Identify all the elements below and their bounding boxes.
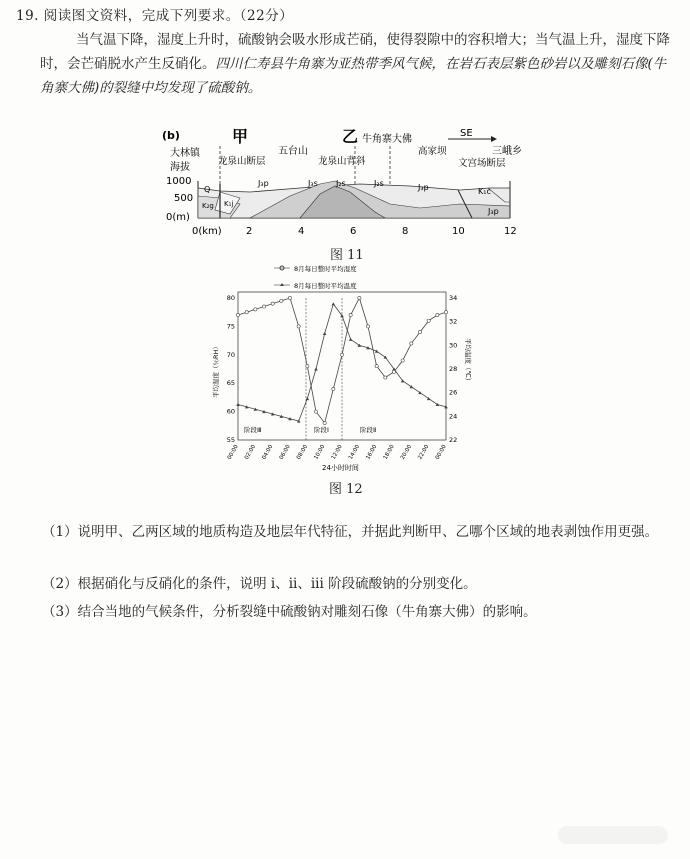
temperature-point: [314, 367, 318, 370]
direction-label: SE: [460, 128, 473, 139]
humidity-point: [418, 330, 421, 333]
humidity-point: [323, 421, 326, 424]
stratum-label: J₃p: [488, 207, 499, 216]
temperature-point: [323, 332, 327, 335]
x-tick: 12:00: [330, 444, 344, 461]
humidity-point: [427, 319, 430, 322]
stage-label: 阶段Ⅲ: [244, 426, 262, 434]
place-label: 大林镇: [170, 148, 200, 159]
distance-tick: 0(km): [192, 226, 222, 237]
humidity-point: [340, 353, 343, 356]
distance-tick: 6: [350, 226, 357, 237]
y-left-tick: 65: [226, 379, 235, 388]
y-right-tick: 34: [449, 294, 458, 302]
x-tick: 02:00: [243, 444, 258, 461]
watermark-badge: [558, 826, 668, 844]
stratum-label: K₂g: [202, 202, 214, 210]
question-1: （1）说明甲、乙两区域的地质构造及地层年代特征，并据此判断甲、乙哪个区域的地表剥蚀作用更强。: [42, 524, 659, 540]
place-label: 文宫场断层: [458, 158, 506, 169]
humidity-point: [288, 296, 291, 299]
stratum-label: J₃s: [308, 179, 318, 188]
question-number-title: 19. 阅读图文资料，完成下列要求。（22分）: [16, 8, 294, 24]
x-tick: 00:00: [434, 444, 448, 461]
place-label: 龙泉山背斜: [318, 156, 366, 167]
distance-tick: 4: [298, 226, 305, 237]
humidity-point: [314, 410, 317, 413]
temperature-point: [375, 350, 379, 353]
distance-tick: 12: [504, 226, 517, 237]
x-axis-label: 24小时时间: [322, 464, 359, 472]
y-left-tick: 55: [226, 436, 235, 444]
humidity-point: [254, 308, 257, 311]
humidity-point: [436, 313, 439, 316]
distance-tick: 8: [402, 226, 409, 237]
humidity-point: [349, 313, 352, 316]
y-left-tick: 80: [226, 294, 235, 302]
y-right-tick: 32: [449, 317, 458, 326]
place-label: 三峨乡: [492, 146, 522, 157]
humidity-point: [366, 325, 369, 328]
question-3: （3）结合当地的气候条件，分析裂缝中硫酸钠对雕刻石像（牛角寨大佛）的影响。: [42, 604, 537, 620]
figure-11-cross-section: [160, 126, 530, 256]
humidity-point: [401, 359, 404, 362]
y-right-label: 平均温度（℃）: [464, 338, 472, 385]
place-label: 龙泉山断层: [218, 156, 266, 167]
place-label: 高家坝: [418, 146, 447, 157]
y-left-tick: 70: [226, 350, 235, 359]
stage-label: 阶段Ⅰ: [314, 426, 329, 434]
humidity-point: [271, 302, 274, 305]
humidity-point: [280, 299, 283, 302]
humidity-point: [384, 376, 387, 379]
humidity-point: [375, 365, 378, 368]
y-right-tick: 26: [449, 388, 458, 397]
stage-label: 阶段Ⅱ: [360, 426, 377, 434]
y-right-tick: 24: [449, 412, 458, 421]
x-tick: 22:00: [417, 444, 431, 461]
humidity-point: [358, 296, 361, 299]
stratum-label: J₃p: [258, 179, 269, 188]
x-tick: 10:00: [313, 444, 327, 461]
humidity-point: [236, 313, 239, 316]
y-right-tick: 22: [449, 436, 458, 444]
place-label: 牛角寨大佛: [362, 134, 412, 145]
region-yi-label: 乙: [342, 127, 359, 146]
place-label: 五台山: [278, 146, 308, 157]
elevation-tick: 1000: [166, 176, 192, 187]
temperature-point: [349, 338, 353, 341]
humidity-point: [297, 325, 300, 328]
stratum-label: K₁c: [478, 187, 491, 196]
stratum-label: J₂s: [336, 179, 346, 188]
stratum-label: Q: [204, 185, 211, 194]
humidity-point: [332, 387, 335, 390]
legend-temperature: 8月每日整时平均温度: [294, 282, 357, 290]
humidity-point: [262, 305, 265, 308]
legend-humidity: 8月每日整时平均湿度: [294, 265, 357, 273]
x-tick: 00:00: [226, 444, 240, 461]
figure-12-chart: [210, 258, 472, 476]
x-tick: 08:00: [295, 444, 310, 461]
distance-tick: 2: [246, 226, 253, 237]
y-right-tick: 30: [449, 341, 458, 350]
intro-paragraph: 当气温下降，湿度上升时，硫酸钠会吸水形成芒硝，使得裂隙中的容积增大；当气温上升，湿度下降时，会芒硝脱水产生反硝化。四川仁寿县牛角寨为亚热带季风气候，在岩石表层紫色砂岩以及雕刻石像(牛角寨大佛)的裂缝中均发现了硫酸钠。: [40, 32, 670, 96]
elevation-title: 海拔: [170, 162, 190, 173]
stratum-label: K₁j: [224, 200, 234, 208]
region-jia-label: 甲: [232, 127, 249, 146]
x-tick: 06:00: [278, 444, 292, 461]
y-left-tick: 60: [226, 407, 235, 416]
y-left-tick: 75: [226, 322, 235, 331]
x-tick: 04:00: [261, 444, 275, 461]
stratum-label: J₂s: [374, 179, 384, 188]
x-tick: 14:00: [347, 444, 362, 461]
elevation-tick: 0(m): [166, 212, 190, 223]
humidity-point: [306, 365, 309, 368]
question-2: （2）根据硝化与反硝化的条件，说明 i、ii、iii 阶段硫酸钠的分别变化。: [42, 576, 477, 592]
elevation-tick: 500: [174, 193, 194, 204]
distance-tick: 10: [452, 226, 465, 237]
x-tick: 18:00: [382, 444, 396, 461]
y-right-tick: 28: [449, 365, 458, 373]
humidity-point: [245, 311, 248, 314]
humidity-point: [444, 311, 447, 314]
panel-label: (b): [162, 129, 180, 142]
figure-11-caption: 图 11: [330, 248, 364, 263]
temperature-point: [332, 302, 336, 305]
stratum-label: J₃p: [418, 183, 429, 192]
figure-12-caption: 图 12: [329, 482, 363, 497]
humidity-point: [410, 342, 413, 345]
x-tick: 16:00: [365, 444, 379, 461]
y-left-label: 平均湿度（％RH）: [212, 343, 220, 398]
x-tick: 20:00: [399, 444, 414, 461]
